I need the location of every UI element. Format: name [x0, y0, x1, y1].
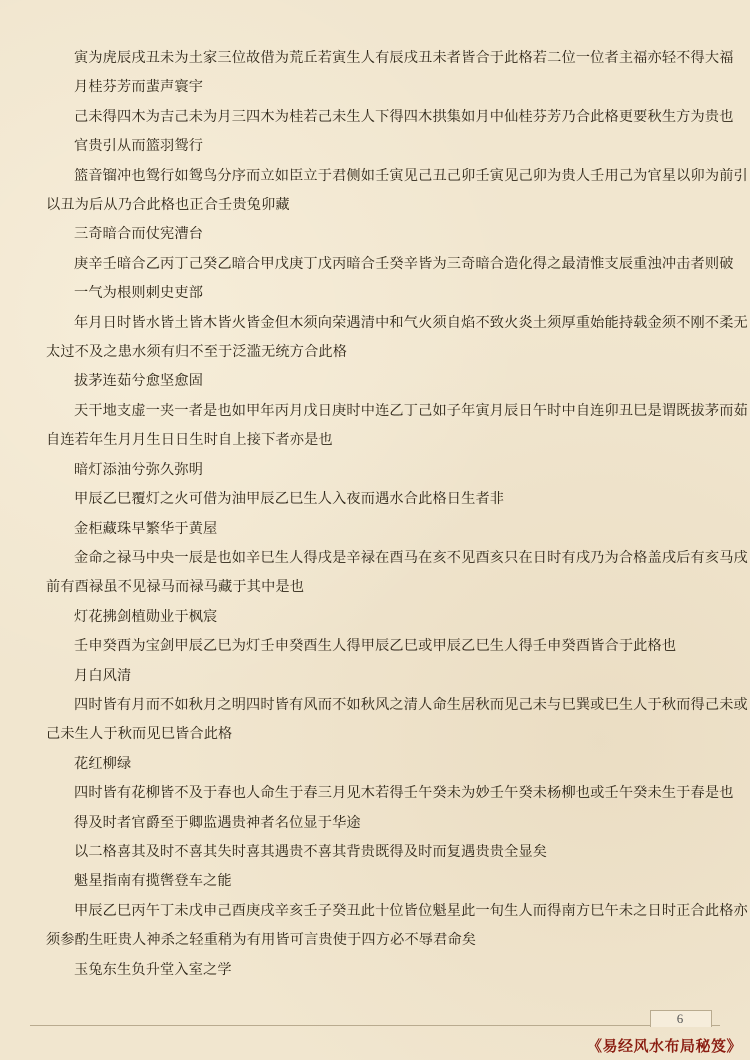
book-title: 《易经风水布局秘笈》 — [586, 1037, 742, 1055]
text-line: 四时皆有月而不如秋月之明四时皆有风而不如秋风之清人命生居秋而见己未与巳巽或巳生人于秋而得己未或 — [74, 696, 748, 713]
text-line: 花红柳绿 — [74, 755, 132, 772]
text-line: 得及时者官爵至于卿监遇贵神者名位显于华途 — [74, 814, 361, 831]
footer-divider — [30, 1025, 720, 1026]
text-line: 年月日时皆水皆土皆木皆火皆金但木须向荣遇清中和气火须自焰不致火炎土须厚重始能持载金须不刚不柔无 — [74, 314, 748, 331]
text-line: 金柜藏珠早繁华于黄屋 — [74, 520, 218, 537]
text-line: 月白风清 — [74, 667, 132, 684]
text-line: 一气为根则刺史吏部 — [74, 285, 204, 302]
text-line: 太过不及之患水须有归不至于泛滥无统方合此格 — [46, 344, 348, 361]
page-number: 6 — [676, 1011, 684, 1026]
text-line: 官贵引从而篮羽鸳行 — [74, 138, 204, 155]
text-line: 自连若年生月月生日日生时自上接下者亦是也 — [46, 432, 333, 449]
text-line: 三奇暗合而仗宪漕台 — [74, 226, 204, 243]
text-line: 庚辛壬暗合乙丙丁己癸乙暗合甲戊庚丁戊丙暗合壬癸辛皆为三奇暗合造化得之最清惟支辰重浊冲击者则破 — [74, 255, 734, 272]
text-line: 拔茅连茹兮愈坚愈固 — [74, 373, 204, 390]
text-line: 甲辰乙巳丙午丁未戊申己酉庚戌辛亥壬子癸丑此十位皆位魁星此一旬生人而得南方巳午未之日时正合此格亦 — [74, 902, 748, 919]
text-line: 四时皆有花柳皆不及于春也人命生于春三月见木若得壬午癸未为妙壬午癸未杨柳也或壬午癸未生于春是也 — [74, 785, 734, 802]
text-line: 魁星指南有揽辔登车之能 — [74, 873, 232, 890]
text-line: 金命之禄马中央一辰是也如辛巳生人得戌是辛禄在酉马在亥不见酉亥只在日时有戌乃为合格盖戌后有亥马戌 — [74, 549, 748, 566]
text-line: 篮音镏冲也鸳行如鸳鸟分序而立如臣立于君侧如壬寅见己丑己卯壬寅见己卯为贵人壬用己为官星以卯为前引 — [74, 167, 748, 184]
text-line: 暗灯添油兮弥久弥明 — [74, 461, 204, 478]
text-line: 以丑为后从乃合此格也正合壬贵兔卯藏 — [46, 197, 290, 214]
text-line: 甲辰乙巳覆灯之火可借为油甲辰乙巳生人入夜而遇水合此格日生者非 — [74, 491, 505, 508]
text-line: 天干地支虚一夹一者是也如甲年丙月戊日庚时中连乙丁己如子年寅月辰日午时中自连卯丑巳是谓既拔茅而茹 — [74, 402, 748, 419]
text-line: 寅为虎辰戌丑未为土家三位故借为荒丘若寅生人有辰戌丑未者皆合于此格若二位一位者主福亦轻不得大福 — [74, 50, 734, 66]
text-line: 壬申癸酉为宝剑甲辰乙巳为灯壬申癸酉生人得甲辰乙巳或甲辰乙巳生人得壬申癸酉皆合于此格也 — [74, 638, 677, 655]
text-line: 己未生人于秋而见巳皆合此格 — [46, 726, 233, 743]
text-line: 以二格喜其及时不喜其失时喜其遇贵不喜其背贵既得及时而复遇贵贵全显矣 — [74, 843, 548, 860]
text-line: 灯花拂剑植勋业于枫宸 — [74, 608, 218, 625]
text-line: 己未得四木为吉己未为月三四木为桂若己未生人下得四木拱集如月中仙桂芬芳乃合此格更要秋生方为贵也 — [74, 108, 734, 125]
text-line: 须参酌生旺贵人神杀之轻重稍为有用皆可言贵使于四方必不辱君命矣 — [46, 932, 477, 949]
document-body — [46, 44, 748, 985]
text-line: 月桂芬芳而蜚声寰宇 — [74, 79, 204, 96]
text-line: 玉兔东生负升堂入室之学 — [74, 961, 232, 978]
text-line: 前有酉禄虽不见禄马而禄马藏于其中是也 — [46, 579, 305, 596]
